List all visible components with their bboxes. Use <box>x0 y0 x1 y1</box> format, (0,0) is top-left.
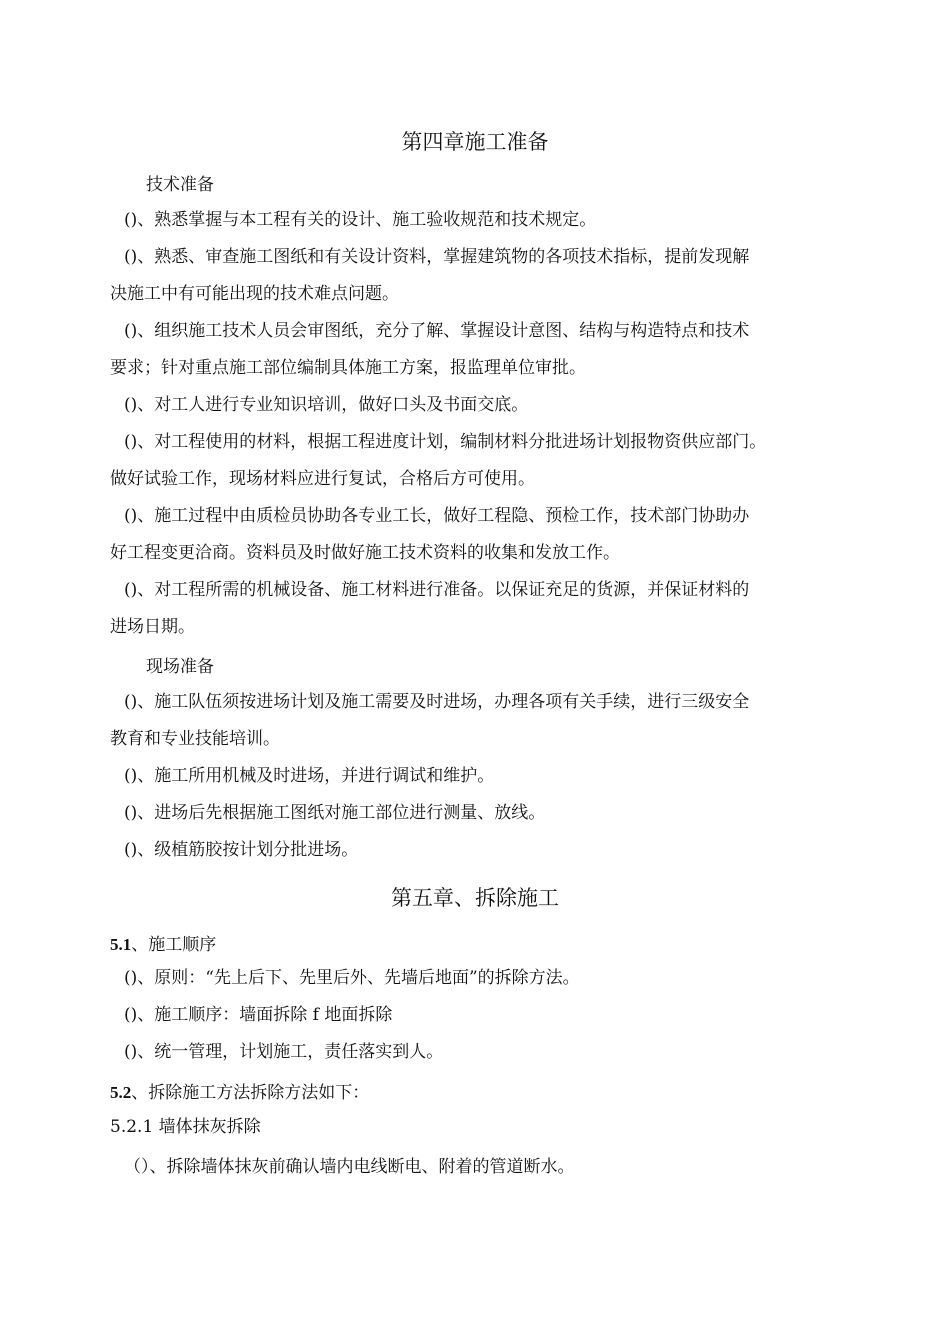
section-number: 5.1 <box>110 935 132 954</box>
paragraph-line: ()、对工程所需的机械设备、施工材料进行准备。以保证充足的货源，并保证材料的 <box>124 580 750 600</box>
paragraph-line: ()、原则：“先上后下、先里后外、先墙后地面”的拆除方法。 <box>124 968 580 988</box>
tech-prep-list <box>110 202 845 646</box>
site-prep-list <box>110 684 845 869</box>
section-5-2-1-item: （）、拆除墙体抹灰前确认墙内电线断电、附着的管道断水。 <box>124 1157 575 1177</box>
section-number: 5.2 <box>110 1083 132 1102</box>
section-title: 、施工顺序 <box>131 935 217 955</box>
paragraph-line: ()、级植筋胶按计划分批进场。 <box>124 840 359 860</box>
paragraph-line: 教育和专业技能培训。 <box>110 729 280 749</box>
paragraph-line: ()、施工顺序：墙面拆除 f 地面拆除 <box>124 1005 393 1025</box>
chapter-4-title: 第四章施工准备 <box>401 130 549 154</box>
site-prep-heading: 现场准备 <box>146 657 214 677</box>
section-title: 、拆除施工方法拆除方法如下： <box>131 1083 370 1103</box>
paragraph-line: 做好试验工作，现场材料应进行复试，合格后方可使用。 <box>110 469 535 489</box>
paragraph-line: ()、统一管理，计划施工，责任落实到人。 <box>124 1042 444 1062</box>
paragraph-line: ()、施工队伍须按进场计划及施工需要及时进场，办理各项有关手续，进行三级安全 <box>124 692 750 712</box>
section-5-1-heading <box>110 930 216 955</box>
paragraph-line: ()、施工所用机械及时进场，并进行调试和维护。 <box>124 766 495 786</box>
paragraph-line: 好工程变更洽商。资料员及时做好施工技术资料的收集和发放工作。 <box>110 543 620 563</box>
paragraph-line: ()、对工人进行专业知识培训，做好口头及书面交底。 <box>124 395 529 415</box>
paragraph-line: ()、进场后先根据施工图纸对施工部位进行测量、放线。 <box>124 803 546 823</box>
section-5-1-list <box>110 960 845 1071</box>
paragraph-line: 决施工中有可能出现的技术难点问题。 <box>110 284 399 304</box>
paragraph-line: 要求；针对重点施工部位编制具体施工方案，报监理单位审批。 <box>110 358 586 378</box>
tech-prep-heading: 技术准备 <box>146 175 214 195</box>
chapter-5-title: 第五章、拆除施工 <box>391 886 559 910</box>
section-5-2-heading <box>110 1078 369 1103</box>
paragraph-line: ()、对工程使用的材料，根据工程进度计划，编制材料分批进场计划报物资供应部门。 <box>124 432 767 452</box>
paragraph-line: ()、施工过程中由质检员协助各专业工长，做好工程隐、预检工作，技术部门协助办 <box>124 506 750 526</box>
paragraph-line: ()、组织施工技术人员会审图纸，充分了解、掌握设计意图、结构与构造特点和技术 <box>124 321 750 341</box>
paragraph-line: 进场日期。 <box>110 617 195 637</box>
section-5-2-1-heading: 5.2.1 墙体抹灰拆除 <box>110 1117 261 1137</box>
paragraph-line: ()、熟悉、审查施工图纸和有关设计资料，掌握建筑物的各项技术指标，提前发现解 <box>124 247 750 267</box>
paragraph-line: ()、熟悉掌握与本工程有关的设计、施工验收规范和技术规定。 <box>124 210 597 230</box>
